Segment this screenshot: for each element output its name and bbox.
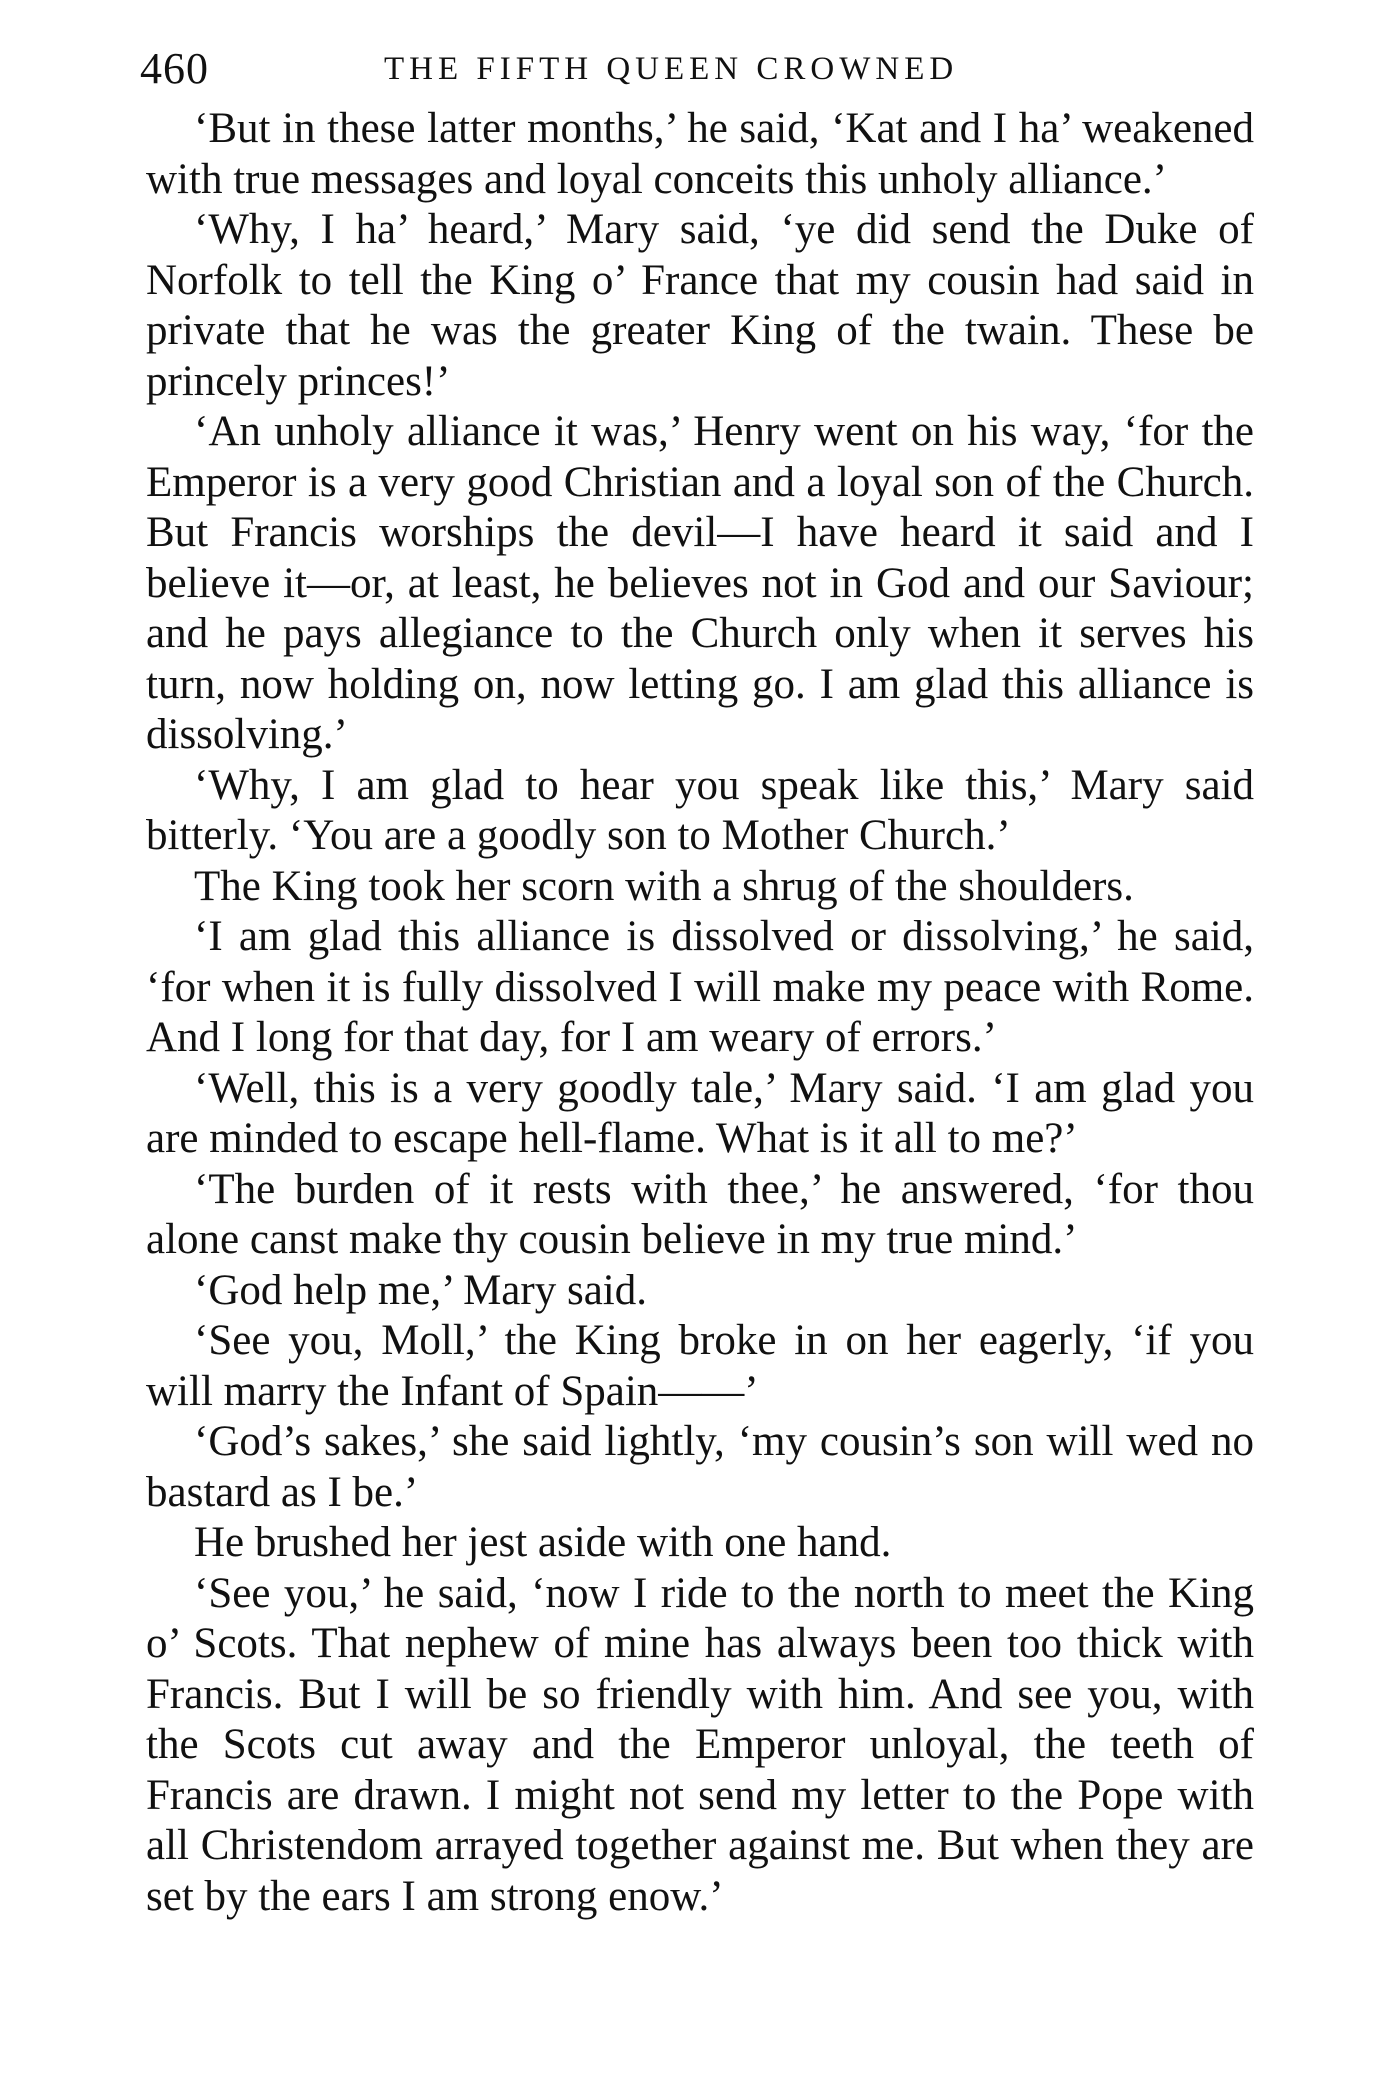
page-number: 460 <box>140 44 209 93</box>
paragraph: ‘Well, this is a very goodly tale,’ Mary said. ‘I am glad you are minded to escape hell-flame. What is it all to me?’ <box>146 1064 1254 1162</box>
chapter-title: THE FIFTH QUEEN CROWNED <box>384 51 959 87</box>
book-page <box>140 40 1254 1922</box>
running-head <box>140 40 1254 98</box>
paragraph: He brushed her jest aside with one hand. <box>194 1519 892 1566</box>
paragraph: ‘See you,’ he said, ‘now I ride to the north to meet the King o’ Scots. That nephew of mine has always been too thick with Francis. But I will be so friendly with him. And see you, with the Scots cut away and the Emperor unloyal, the teeth of Francis are drawn. I might not send my letter to the Pope with all Christendom arrayed together against me. But when they are set by the ears I am strong enow.’ <box>146 1569 1254 1920</box>
paragraph: ‘See you, Moll,’ the King broke in on her eagerly, ‘if you will marry the Infant of Spain——’ <box>146 1317 1254 1415</box>
body-text <box>146 104 1254 1922</box>
paragraph: The King took her scorn with a shrug of the shoulders. <box>194 862 1134 910</box>
paragraph: ‘God’s sakes,’ she said lightly, ‘my cousin’s son will wed no bastard as I be.’ <box>146 1418 1254 1516</box>
paragraph: ‘Why, I ha’ heard,’ Mary said, ‘ye did send the Duke of Norfolk to tell the King o’ France that my cousin had said in private that he was the greater King of the twain. These be princely princes!’ <box>146 206 1254 405</box>
paragraph: ‘God help me,’ Mary said. <box>194 1266 647 1314</box>
paragraph: ‘The burden of it rests with thee,’ he answered, ‘for thou alone canst make thy cousin believe in my true mind.’ <box>146 1165 1254 1263</box>
paragraph: ‘I am glad this alliance is dissolved or dissolving,’ he said, ‘for when it is fully dissolved I will make my peace with Rome. And I long for that day, for I am weary of errors.’ <box>146 913 1254 1061</box>
paragraph: ‘But in these latter months,’ he said, ‘Kat and I ha’ weakened with true messages and loyal conceits this unholy alliance.’ <box>146 105 1254 203</box>
paragraph: ‘Why, I am glad to hear you speak like this,’ Mary said bitterly. ‘You are a goodly son to Mother Church.’ <box>146 761 1254 859</box>
paragraph: ‘An unholy alliance it was,’ Henry went on his way, ‘for the Emperor is a very good Christian and a loyal son of the Church. But Francis worships the devil—I have heard it said and I believe it—or, at least, he believes not in God and our Saviour; and he pays allegiance to the Church only when it serves his turn, now holding on, now letting go. I am glad this alliance is dissolving.’ <box>146 408 1254 758</box>
